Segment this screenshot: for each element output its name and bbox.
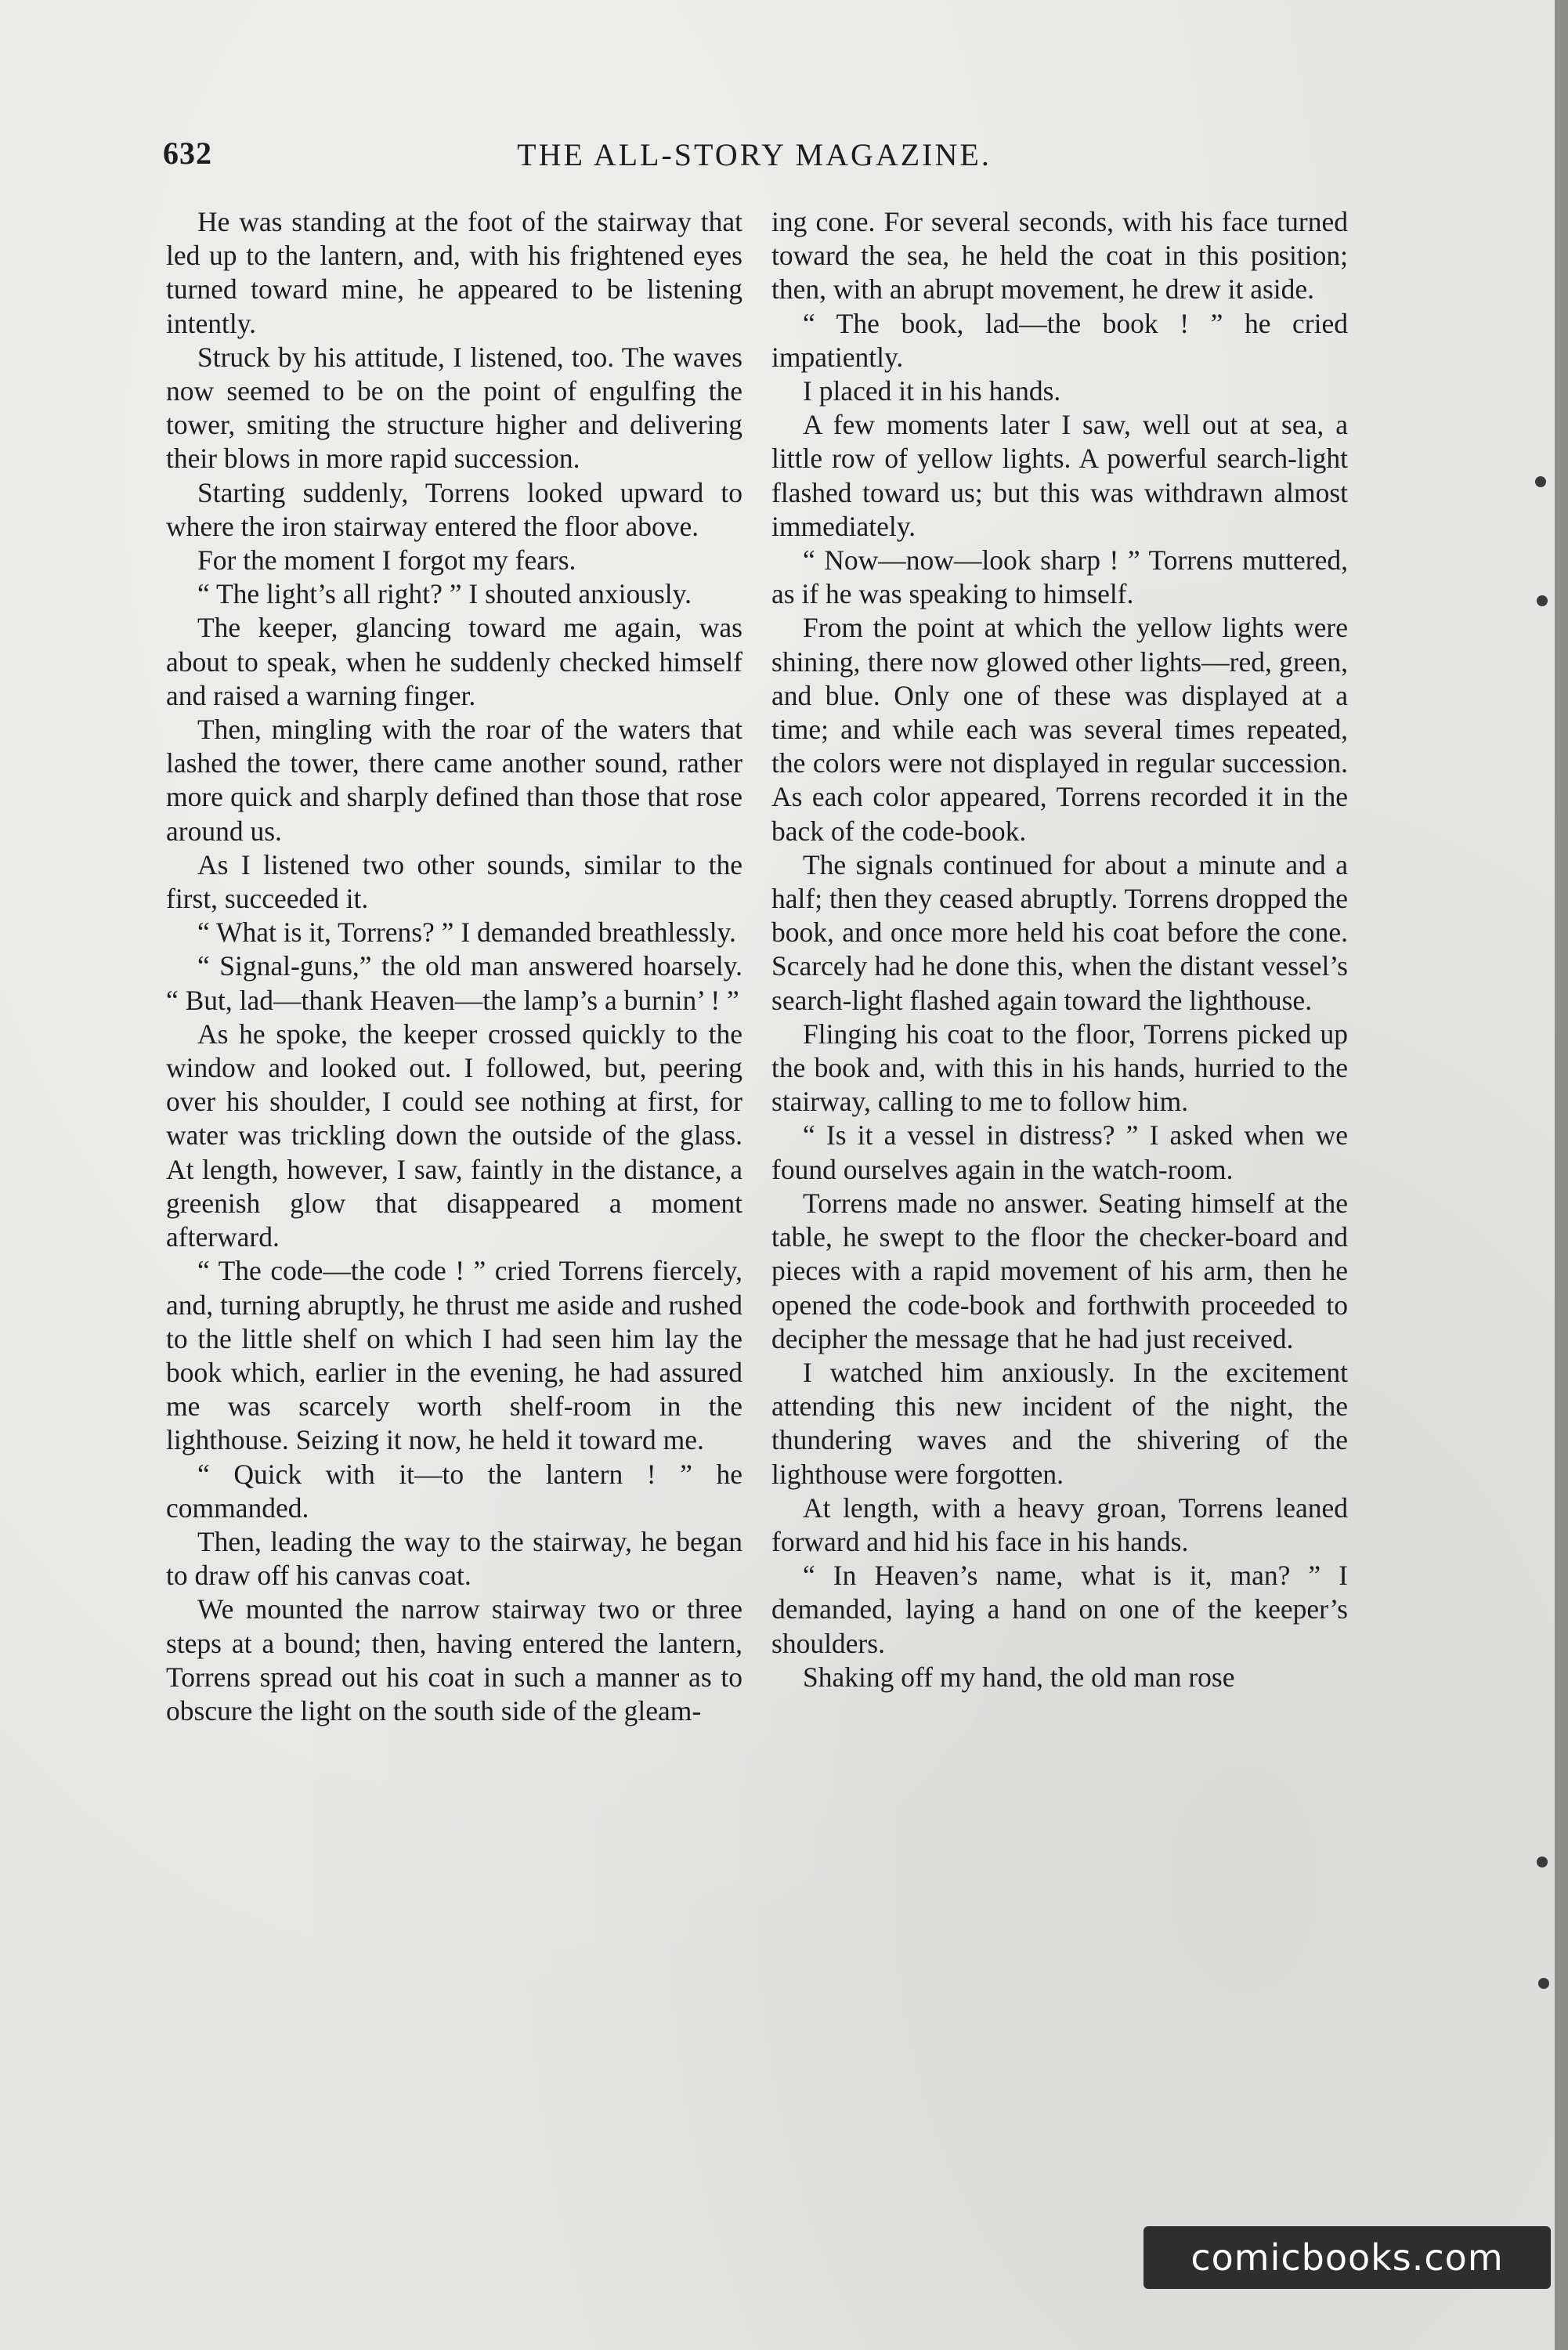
paragraph: “ What is it, Torrens? ” I demanded breathlessly.	[197, 916, 736, 949]
paragraph: “ The book, lad—the book ! ” he cried impatiently.	[771, 307, 1348, 373]
paragraph: A few moments later I saw, well out at sea, a little row of yellow lights. A powerful search-light flashed toward us; but this was withdrawn almost immediately.	[771, 409, 1348, 542]
source-watermark: comicbooks.com	[1143, 2226, 1551, 2289]
page-edge-shadow	[1555, 0, 1568, 2350]
paragraph: “ The code—the code ! ” cried Torrens fiercely, and, turning abruptly, he thrust me aside and rushed to the little shelf on which I had seen him lay the book which, earlier in the evening, he had assured me was scarcely worth shelf-room in the lighthouse. Seizing it now, he held it toward me.	[166, 1255, 742, 1456]
binding-hole-mark	[1537, 595, 1548, 606]
binding-hole-mark	[1538, 1978, 1549, 1989]
paragraph: “ In Heaven’s name, what is it, man? ” I demanded, laying a hand on one of the keeper’s shoulders.	[771, 1560, 1348, 1659]
paragraph: At length, with a heavy groan, Torrens leaned forward and hid his face in his hands.	[771, 1491, 1348, 1557]
paragraph: Flinging his coat to the floor, Torrens picked up the book and, with this in his hands, hurried to the stairway, calling to me to follow him.	[771, 1018, 1348, 1118]
binding-hole-mark	[1535, 476, 1546, 487]
left-column	[166, 205, 742, 1728]
paragraph: Struck by his attitude, I listened, too. The waves now seemed to be on the point of engulfing the tower, smiting the structure higher and delivering their blows in more rapid succession.	[166, 341, 742, 475]
paragraph: “ Signal-guns,” the old man answered hoarsely. “ But, lad—thank Heaven—the lamp’s a burnin’ ! ”	[166, 950, 742, 1016]
paragraph-continued: ing cone. For several seconds, with his face turned toward the sea, he held the coat in this position; then, with an abrupt movement, he drew it aside.	[771, 206, 1348, 306]
binding-hole-mark	[1537, 1856, 1548, 1867]
running-title: THE ALL-STORY MAGAZINE.	[517, 137, 992, 172]
paragraph: We mounted the narrow stairway two or three steps at a bound; then, having entered the lantern, Torrens spread out his coat in such a manner as to obscure the light on the south side of the gleam-	[166, 1593, 742, 1726]
page-header	[163, 135, 1346, 182]
page-number: 632	[163, 136, 212, 171]
paragraph: The signals continued for about a minute and a half; then they ceased abruptly. Torrens dropped the book, and once more held his coat before the cone. Scarcely had he done this, when the distant vessel’s search-light flashed again toward the lighthouse.	[771, 848, 1348, 1016]
paragraph: “ Now—now—look sharp ! ” Torrens muttered, as if he was speaking to himself.	[771, 544, 1348, 610]
paragraph: Shaking off my hand, the old man rose	[803, 1661, 1235, 1693]
paragraph: From the point at which the yellow lights were shining, there now glowed other lights—red, green, and blue. Only one of these was displayed at a time; and while each was several times repeated, the colors were not displayed in regular succession. As each color appeared, Torrens recorded it in the back of the code-book.	[771, 612, 1348, 847]
paragraph: “ Is it a vessel in distress? ” I asked when we found ourselves again in the watch-room.	[771, 1119, 1348, 1185]
paragraph: For the moment I forgot my fears.	[197, 544, 576, 577]
paragraph: I watched him anxiously. In the excitement attending this new incident of the night, the thundering waves and the shivering of the lighthouse were forgotten.	[771, 1356, 1348, 1490]
paragraph: As I listened two other sounds, similar to the first, succeeded it.	[166, 848, 742, 915]
paragraph: I placed it in his hands.	[803, 375, 1061, 407]
paragraph: Starting suddenly, Torrens looked upward to where the iron stairway entered the floor above.	[166, 476, 742, 542]
paragraph: Then, leading the way to the stairway, he began to draw off his canvas coat.	[166, 1525, 742, 1592]
paragraph: Then, mingling with the roar of the waters that lashed the tower, there came another sound, rather more quick and sharply defined than those that rose around us.	[166, 714, 742, 847]
paragraph: “ Quick with it—to the lantern ! ” he commanded.	[166, 1458, 742, 1524]
right-column	[771, 205, 1348, 1694]
paragraph: Torrens made no answer. Seating himself at the table, he swept to the floor the checker-board and pieces with a rapid movement of his arm, then he opened the code-book and forthwith proceeded to decipher the message that he had just received.	[771, 1187, 1348, 1354]
paragraph: He was standing at the foot of the stairway that led up to the lantern, and, with his frightened eyes turned toward mine, he appeared to be listening intently.	[166, 206, 742, 339]
paragraph: As he spoke, the keeper crossed quickly to the window and looked out. I followed, but, peering over his shoulder, I could see nothing at first, for water was trickling down the outside of the glass. At length, however, I saw, faintly in the distance, a greenish glow that disappeared a moment afterward.	[166, 1018, 742, 1253]
paragraph: “ The light’s all right? ” I shouted anxiously.	[197, 578, 692, 610]
paragraph: The keeper, glancing toward me again, was about to speak, when he suddenly checked himself and raised a warning finger.	[166, 612, 742, 711]
